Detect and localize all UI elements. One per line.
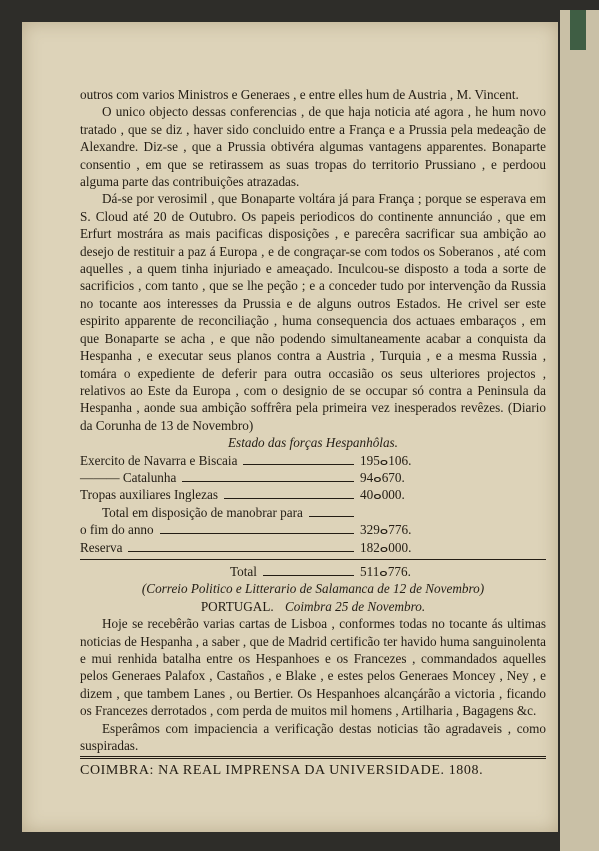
source-citation: (Correio Politico e Litterario de Salamanca de 12 de Novembro) (141, 581, 485, 597)
paragraph-1: outros com varios Ministros e Generaes , e entre elles hum de Austria , M. Vincent. (80, 87, 519, 102)
forces-row: Exercito de Navarra e Biscaia 195ⴰ106. (80, 452, 412, 468)
page-text (80, 86, 546, 780)
forces-table-title: Estado das forças Hespanhôlas. (228, 435, 398, 451)
forces-row: Reserva 182ⴰ000. (80, 539, 412, 555)
forces-row: ——— Catalunha 94ⴰ670. (80, 469, 405, 485)
divider (80, 559, 546, 560)
paragraph-5: Esperâmos com impaciencia a verificação destas noticias tão agradaveis , como suspiradas. (80, 720, 546, 754)
forces-table (80, 452, 460, 556)
paragraph-3: Dá-se por verosimil , que Bonaparte voltára já para França ; porque se esperava em S. Cloud até 20 de Outubro. Os papeis periodicos do continente annunciáo , que em Erfurt mostrára as mais pacificas disposições , e parecêra sacrificar sua ambição ao desejo de restituir a paz á Europa , e de congraçar-se com todos os Soberanos , até com aquelles , a quem tinha injuriado e ameaçado. Inculcou-se disposto a toda a sorte de sacrificios , com tanto , que se lhe peção ; e a conceder tudo por intervenção da Russia no tocante aos interesses da Prussia e de alguns outros Estados. He crivel ser este espirito apparente de reconciliação , huma consequencia dos actuaes embaraços , em que Bonaparte se acha , e que não podendo simultaneamente acabar a conquista da Hespanha , e executar seus planos contra a Austria , Turquia , e a mesma Russia , tomára o expediente de deferir para outra occasião os seus ulteriores projectos , relativos ao Este da Europa , com o designio de se occupar só contra a Peninsula da Hespanha , aonde sua ambição soffrêra pela primeira vez inesperados revêzes. (Diario da Corunha de 13 de Novembro) (80, 191, 546, 433)
imprint-footer: COIMBRA: NA REAL IMPRENSA DA UNIVERSIDADE. 1808. (80, 763, 484, 779)
section-dateline: Coimbra 25 de Novembro. (284, 598, 426, 614)
paragraph-4: Hoje se recebêrão varias cartas de Lisboa , conformes todas no tocante ás ultimas noticias de Hespanha , a saber , que de Madrid certificão ter havido huma sanguinolenta e mui renhida batalha entre os Hespanhoes e os Francezes , commandados aquelles pelos Generaes Palafox , Castaños , e Blake , e estes pelos Generaes Moncey , Ney , e dizem , que tambem Lanes , ou Bertier. Os Hespanhoes alcançárão a victoria , ficando os Francezes derrotados , com perda de muitos mil homens , Artilharia , Bagagens &c. (80, 616, 546, 719)
footer-rule (80, 756, 546, 759)
forces-row: o fim do anno 329ⴰ776. (80, 522, 412, 538)
adjacent-page-edge (560, 10, 599, 851)
binding-tab (570, 10, 586, 50)
section-heading (80, 598, 546, 615)
forces-row: Tropas auxiliares Inglezas 40ⴰ000. (80, 487, 405, 503)
forces-row: Total em disposição de manobrar para (80, 504, 460, 521)
forces-total-row: Total 511ⴰ776. (230, 563, 411, 579)
section-title: PORTUGAL. (200, 598, 274, 614)
paragraph-2: O unico objecto dessas conferencias , de que haja noticia até agora , he hum novo tratado , que se diz , haver sido concluido entre a França e a Prussia pela medeação de Alexandre. Diz-se , que a Prussia obtivéra algumas vantagens apparentes. Bonaparte consentio , em que se retirassem as suas tropas do territorio Prussiano , e perdoou alguma parte das contribuições atrazadas. (80, 104, 546, 190)
